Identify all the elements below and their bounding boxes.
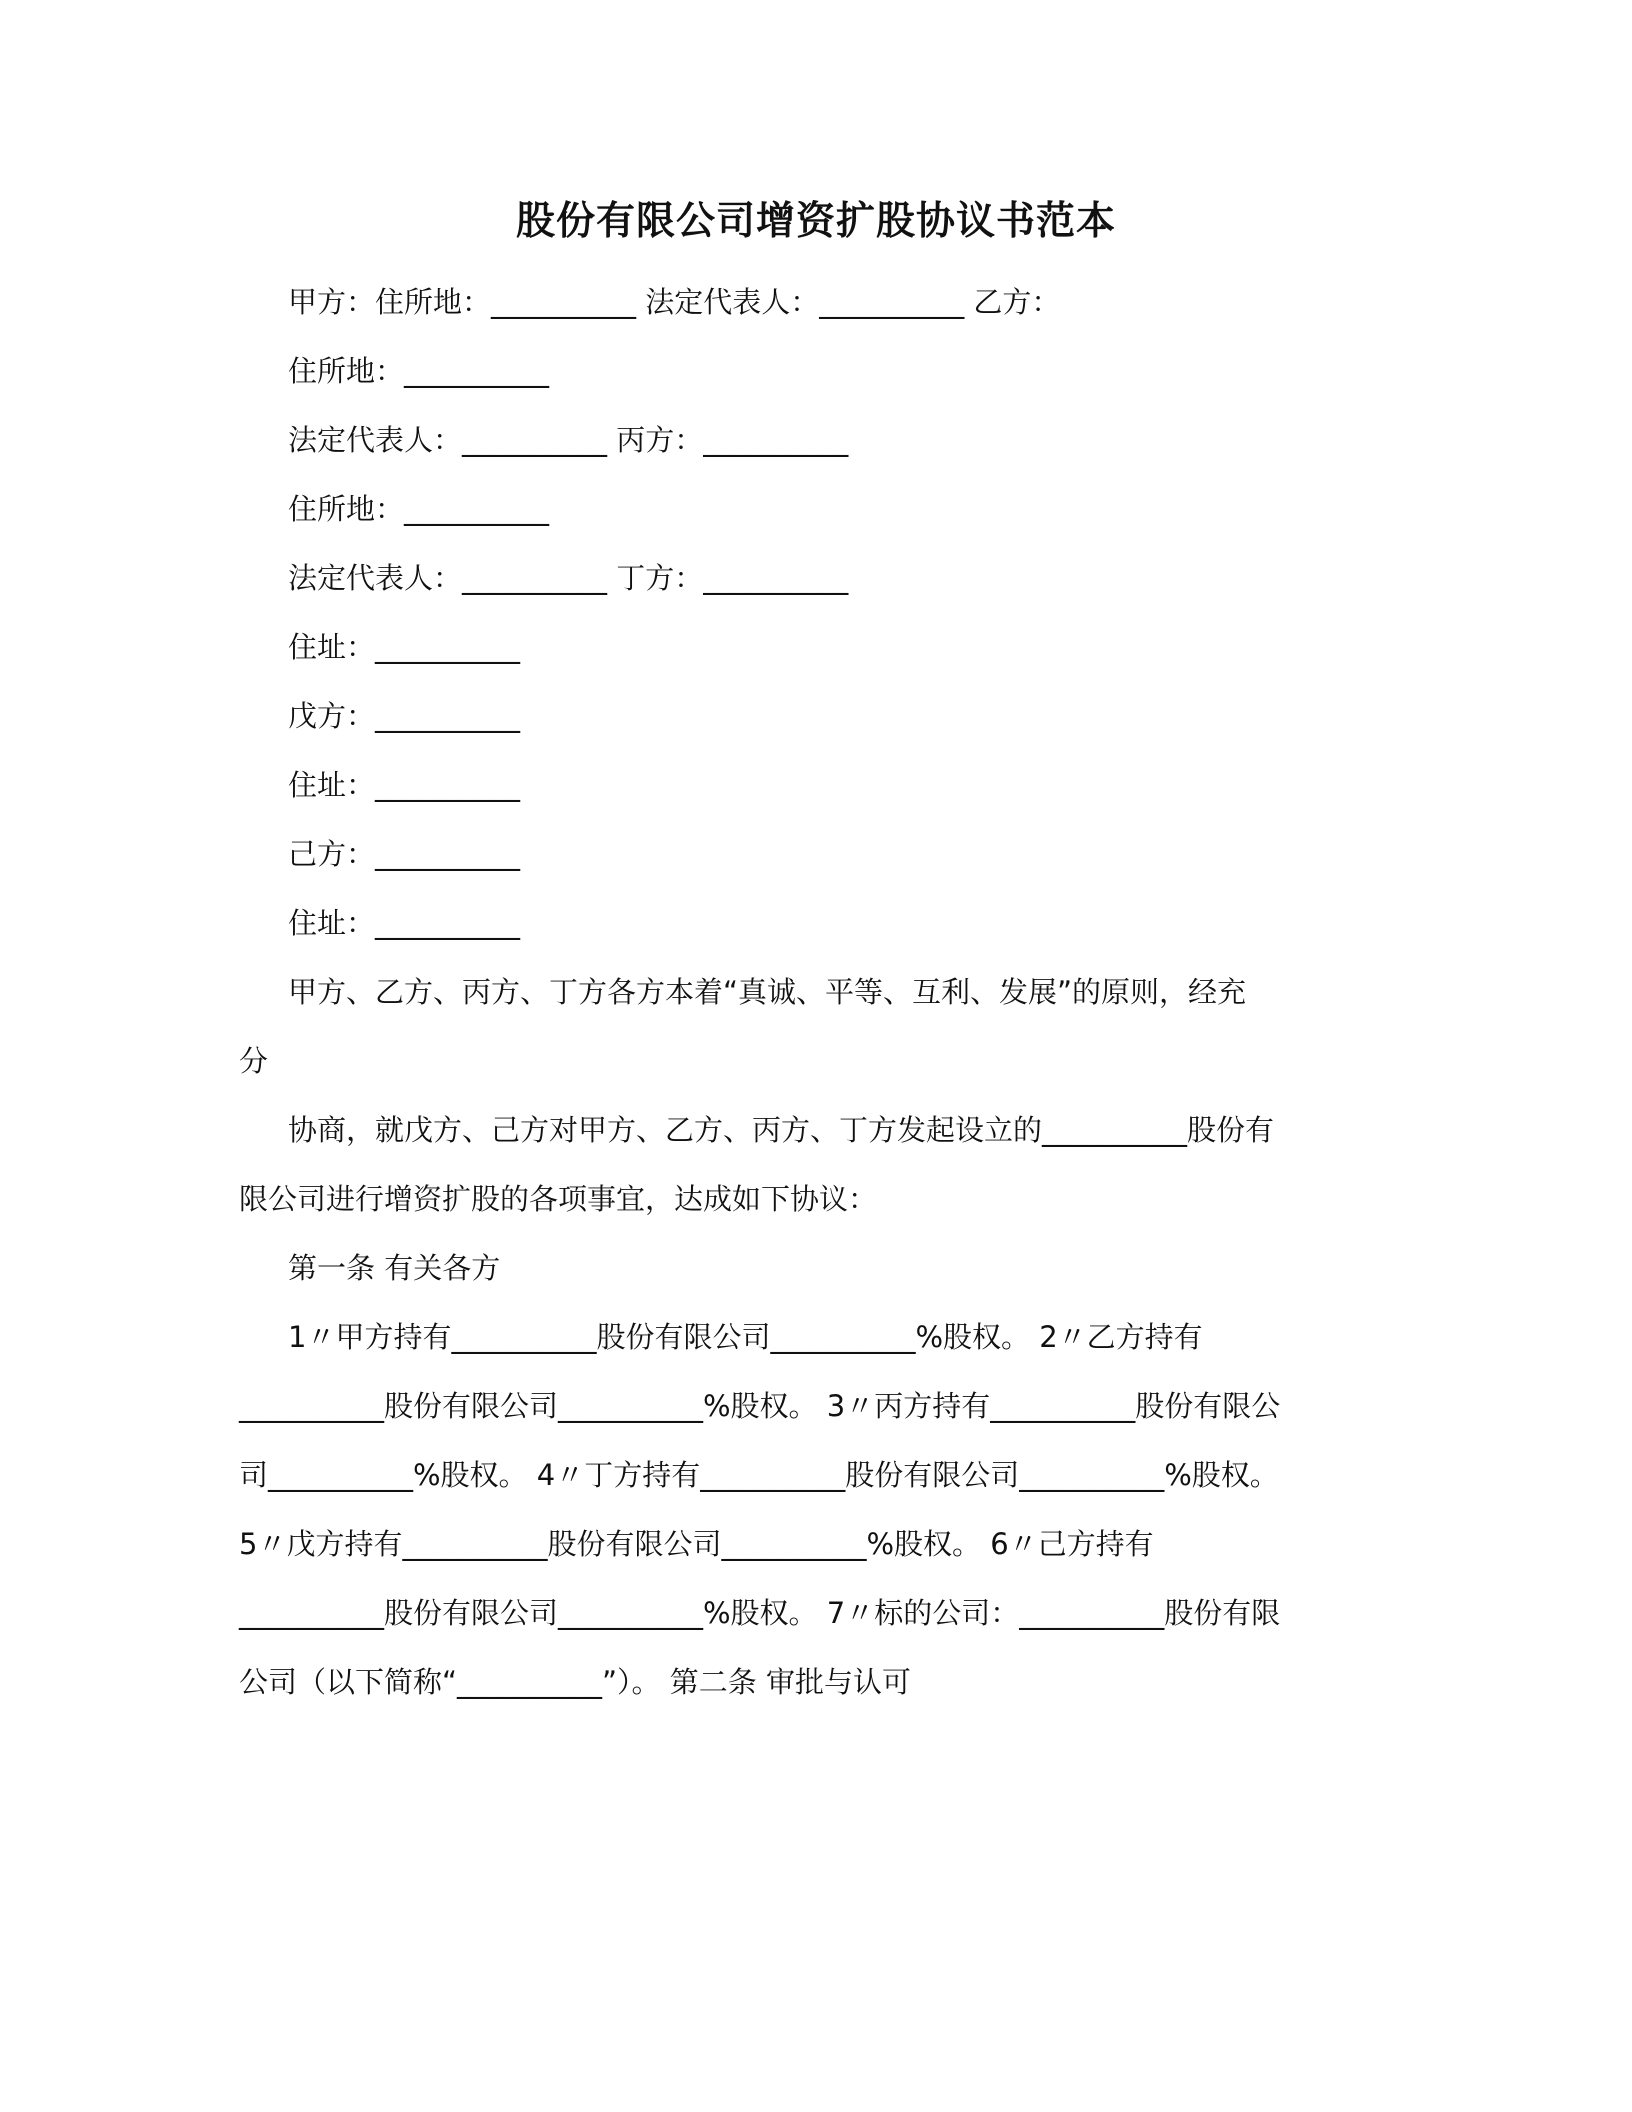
- article-body-line: 司__________%股权。 4〃丁方持有__________股份有限公司__________%股权。: [239, 1458, 1279, 1492]
- party-b-address-line: 住所地：__________: [288, 354, 550, 388]
- preamble-line: 甲方、乙方、丙方、丁方各方本着“真诚、平等、互利、发展”的原则，经充: [288, 975, 1247, 1009]
- party-b-representative-line: 法定代表人：__________ 丙方：__________: [288, 423, 849, 457]
- party-c-address-line: 住所地：__________: [288, 492, 550, 526]
- article-body-line: 1〃甲方持有__________股份有限公司__________%股权。 2〃乙方持有: [288, 1320, 1203, 1354]
- document-title: 股份有限公司增资扩股协议书范本: [515, 199, 1116, 244]
- party-d-address-line: 住址：__________: [288, 630, 521, 664]
- party-e-address-line: 住址：__________: [288, 768, 521, 802]
- article-body-line: 5〃戊方持有__________股份有限公司__________%股权。 6〃己方持有: [239, 1527, 1154, 1561]
- preamble-line: 限公司进行增资扩股的各项事宜，达成如下协议：: [239, 1182, 878, 1216]
- article-body-line: __________股份有限公司__________%股权。 3〃丙方持有__________股份有限公: [239, 1389, 1281, 1423]
- article-heading: 第一条 有关各方: [288, 1251, 501, 1285]
- article-body-line: __________股份有限公司__________%股权。 7〃标的公司：__________股份有限: [239, 1596, 1281, 1630]
- party-a-line: 甲方：住所地：__________ 法定代表人：__________ 乙方：: [288, 285, 1061, 319]
- party-f-address-line: 住址：__________: [288, 906, 521, 940]
- preamble-line: 分: [239, 1044, 269, 1078]
- party-e-line: 戊方：__________: [288, 699, 521, 733]
- preamble-line: 协商，就戊方、己方对甲方、乙方、丙方、丁方发起设立的__________股份有: [288, 1113, 1275, 1147]
- party-f-line: 己方：__________: [288, 837, 521, 871]
- article-body-line: 公司（以下简称“__________”）。 第二条 审批与认可: [239, 1665, 911, 1699]
- party-c-representative-line: 法定代表人：__________ 丁方：__________: [288, 561, 849, 595]
